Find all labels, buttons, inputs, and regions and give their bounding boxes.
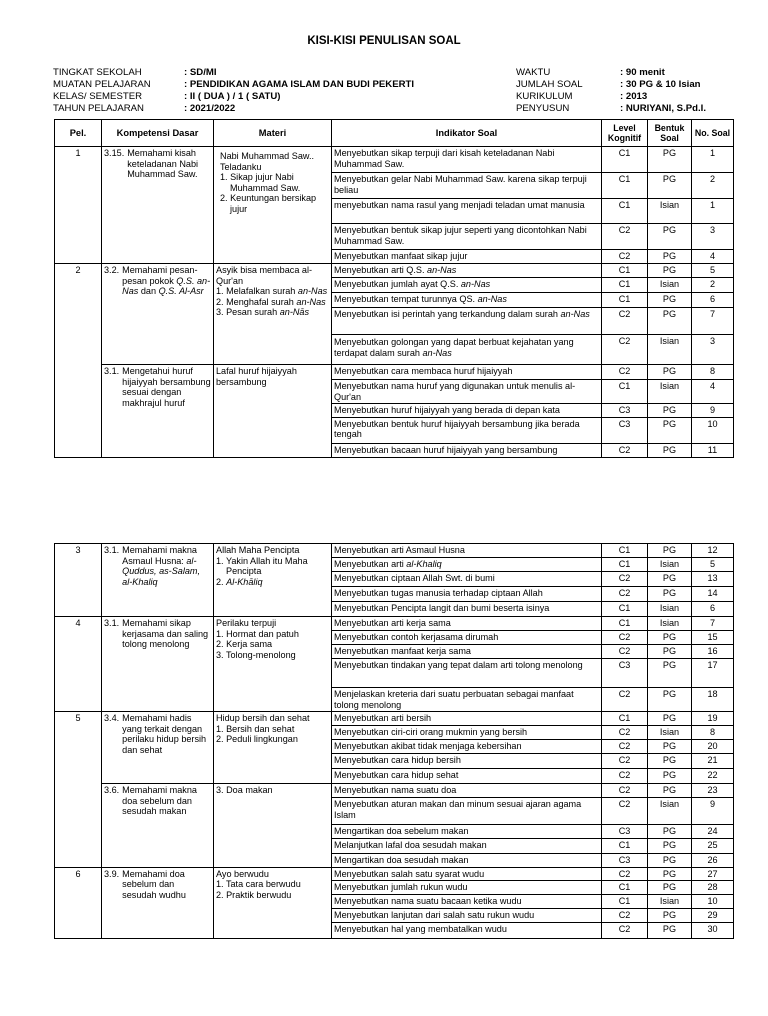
- bentuk-cell: PG: [648, 784, 692, 798]
- level-cell: C2: [602, 740, 648, 754]
- kd-number: 3.1.: [104, 545, 120, 555]
- kd-number: 3.2.: [104, 265, 120, 275]
- bentuk-cell: PG: [648, 839, 692, 854]
- level-cell: C1: [602, 839, 648, 854]
- level-cell: C2: [602, 572, 648, 587]
- bentuk-cell: PG: [648, 173, 692, 199]
- indikator-italic: an-Nas: [460, 279, 491, 289]
- bentuk-cell: PG: [648, 308, 692, 335]
- indikator-cell: Menyebutkan manfaat sikap jujur: [332, 250, 602, 264]
- table-row: [55, 617, 734, 631]
- kd-text: Memahami makna Asmaul Husna:: [122, 545, 197, 566]
- header-pel: Pel.: [55, 120, 102, 147]
- materi-heading: Hidup bersih dan sehat: [216, 713, 310, 723]
- no-cell: 5: [692, 264, 734, 278]
- no-cell: 27: [692, 867, 734, 881]
- bentuk-cell: PG: [648, 572, 692, 587]
- no-cell: 12: [692, 544, 734, 558]
- kd-number: 3.9.: [104, 868, 120, 879]
- bentuk-cell: PG: [648, 712, 692, 726]
- bentuk-cell: Isian: [648, 798, 692, 825]
- no-cell: 25: [692, 839, 734, 854]
- bentuk-cell: Isian: [648, 602, 692, 617]
- no-cell: 30: [692, 923, 734, 939]
- level-cell: C1: [602, 881, 648, 895]
- no-cell: 19: [692, 712, 734, 726]
- no-cell: 21: [692, 754, 734, 769]
- table-header-row: [55, 120, 734, 147]
- indikator-text: Menyebutkan tugas manusia terhadap ciptaan Allah: [334, 588, 543, 598]
- indikator-cell: Menyebutkan manfaat kerja sama: [332, 645, 602, 659]
- indikator-cell: [332, 264, 602, 278]
- level-cell: C2: [602, 909, 648, 923]
- level-cell: C1: [602, 147, 648, 173]
- materi-heading: Lafal huruf hijaiyyah bersambung: [216, 366, 297, 387]
- no-cell: 28: [692, 881, 734, 895]
- no-cell: 9: [692, 798, 734, 825]
- materi-item: 2. Kerja sama: [216, 639, 273, 649]
- indikator-cell: [332, 335, 602, 365]
- no-cell: 14: [692, 587, 734, 602]
- no-cell: 16: [692, 645, 734, 659]
- meta-right: [516, 67, 736, 115]
- bentuk-cell: PG: [648, 867, 692, 881]
- bentuk-cell: PG: [648, 909, 692, 923]
- meta-row: [53, 103, 493, 115]
- no-cell: 18: [692, 688, 734, 712]
- indikator-cell: [332, 278, 602, 293]
- materi-cell: [214, 784, 332, 868]
- materi-item-italic: an-Nas: [296, 296, 326, 307]
- no-cell: 8: [692, 726, 734, 740]
- no-cell: 13: [692, 572, 734, 587]
- meta-label: TINGKAT SEKOLAH: [53, 67, 142, 78]
- materi-heading: Allah Maha Pencipta: [216, 545, 300, 555]
- kd-cell: [102, 712, 214, 784]
- level-cell: C2: [602, 335, 648, 365]
- meta-row: [53, 91, 493, 103]
- no-cell: 4: [692, 380, 734, 404]
- kisi-kisi-table-1: [54, 119, 734, 458]
- no-cell: 1: [692, 147, 734, 173]
- bentuk-cell: Isian: [648, 617, 692, 631]
- bentuk-cell: Isian: [648, 335, 692, 365]
- indikator-text: Menyebutkan Pencipta langit dan bumi beserta isinya: [334, 603, 550, 613]
- document-title: KISI-KISI PENULISAN SOAL: [307, 35, 461, 47]
- no-cell: 29: [692, 909, 734, 923]
- indikator-cell: Menyebutkan jumlah rukun wudu: [332, 881, 602, 895]
- no-cell: 7: [692, 308, 734, 335]
- no-cell: 10: [692, 417, 734, 443]
- materi-item-italic: Al-Khāliq: [226, 576, 263, 587]
- meta-label: JUMLAH SOAL: [516, 79, 583, 90]
- level-cell: C3: [602, 854, 648, 868]
- materi-cell: [214, 712, 332, 784]
- level-cell: C1: [602, 617, 648, 631]
- indikator-cell: [332, 293, 602, 308]
- meta-value: : NURIYANI, S.Pd.I.: [620, 103, 707, 114]
- meta-value: : 2013: [620, 91, 648, 102]
- meta-row: [53, 67, 493, 79]
- bentuk-cell: PG: [648, 293, 692, 308]
- no-cell: 3: [692, 224, 734, 250]
- indikator-cell: Mengartikan doa sesudah makan: [332, 854, 602, 868]
- materi-item: 2. Peduli lingkungan: [216, 734, 298, 744]
- pel-cell: 4: [55, 617, 102, 712]
- bentuk-cell: PG: [648, 631, 692, 645]
- indikator-cell: Menyebutkan aturan makan dan minum sesuai ajaran agama Islam: [332, 798, 602, 825]
- indikator-cell: Menyebutkan sikap terpuji dari kisah keteladanan Nabi Muhammad Saw.: [332, 147, 602, 173]
- meta-row: [516, 103, 736, 115]
- bentuk-cell: PG: [648, 443, 692, 457]
- bentuk-cell: Isian: [648, 199, 692, 224]
- materi-heading: Perilaku terpuji: [216, 618, 277, 628]
- level-cell: C1: [602, 173, 648, 199]
- indikator-cell: Menyebutkan bacaan huruf hijaiyyah yang bersambung: [332, 443, 602, 457]
- header-bentuk: Bentuk Soal: [648, 120, 692, 147]
- indikator-cell: Menyebutkan tindakan yang tepat dalam arti tolong menolong: [332, 659, 602, 688]
- meta-value: : PENDIDIKAN AGAMA ISLAM DAN BUDI PEKERTI: [184, 79, 415, 90]
- indikator-cell: Menyebutkan bentuk sikap jujur seperti yang dicontohkan Nabi Muhammad Saw.: [332, 224, 602, 250]
- no-cell: 3: [692, 335, 734, 365]
- table-row: [55, 264, 734, 278]
- materi-heading: Asyik bisa membaca al-Qur'an: [216, 265, 313, 286]
- meta-value: : 30 PG & 10 Isian: [620, 79, 701, 90]
- kd-cell: [102, 365, 214, 458]
- bentuk-cell: PG: [648, 417, 692, 443]
- indikator-cell: Menyebutkan nama suatu bacaan ketika wudu: [332, 895, 602, 909]
- indikator-cell: [332, 587, 602, 602]
- indikator-cell: [332, 602, 602, 617]
- bentuk-cell: PG: [648, 688, 692, 712]
- meta-label: MUATAN PELAJARAN: [53, 79, 151, 90]
- header-level: Level Kognitif: [602, 120, 648, 147]
- pel-cell: 1: [55, 147, 102, 264]
- level-cell: C2: [602, 769, 648, 784]
- materi-item: 1. Yakin Allah itu Maha Pencipta: [216, 555, 308, 576]
- materi-item: 2. Menghafal surah: [216, 296, 297, 307]
- indikator-cell: Menyebutkan cara hidup bersih: [332, 754, 602, 769]
- indikator-cell: [332, 572, 602, 587]
- meta-label: PENYUSUN: [516, 103, 570, 114]
- level-cell: C2: [602, 250, 648, 264]
- materi-cell: [214, 544, 332, 617]
- no-cell: 4: [692, 250, 734, 264]
- bentuk-cell: PG: [648, 250, 692, 264]
- pel-cell: 6: [55, 867, 102, 939]
- indikator-cell: Menyebutkan contoh kerjasama dirumah: [332, 631, 602, 645]
- table-row: [55, 365, 734, 380]
- materi-item: 2. Praktik berwudu: [216, 889, 292, 900]
- indikator-text: Menyebutkan arti Q.S.: [334, 265, 428, 275]
- level-cell: C3: [602, 659, 648, 688]
- indikator-cell: Menyebutkan ciri-ciri orang mukmin yang bersih: [332, 726, 602, 740]
- level-cell: C2: [602, 587, 648, 602]
- level-cell: C2: [602, 631, 648, 645]
- indikator-text: Menyebutkan tempat turunnya QS.: [334, 294, 478, 304]
- indikator-text: Menyebutkan arti: [334, 559, 407, 569]
- no-cell: 5: [692, 558, 734, 572]
- indikator-cell: Menyebutkan lanjutan dari salah satu rukun wudu: [332, 909, 602, 923]
- level-cell: C1: [602, 558, 648, 572]
- level-cell: C1: [602, 380, 648, 404]
- level-cell: C2: [602, 645, 648, 659]
- no-cell: 7: [692, 617, 734, 631]
- meta-label: KURIKULUM: [516, 91, 573, 102]
- level-cell: C2: [602, 726, 648, 740]
- kd-cell: [102, 784, 214, 868]
- kd-text: Memahami doa sebelum dan sesudah wudhu: [122, 868, 186, 900]
- indikator-cell: Menjelaskan kreteria dari suatu perbuatan sebagai manfaat tolong menolong: [332, 688, 602, 712]
- meta-value: : SD/MI: [184, 67, 217, 78]
- level-cell: C2: [602, 224, 648, 250]
- level-cell: C1: [602, 199, 648, 224]
- no-cell: 11: [692, 443, 734, 457]
- kd-text-italic: Q.S. an-Nas: [122, 275, 211, 296]
- materi-cell: [214, 365, 332, 458]
- kd-number: 3.15.: [104, 148, 125, 158]
- header-materi: Materi: [214, 120, 332, 147]
- bentuk-cell: PG: [648, 881, 692, 895]
- indikator-italic: an-Nas: [477, 294, 507, 304]
- no-cell: 10: [692, 895, 734, 909]
- indikator-cell: Menyebutkan nama huruf yang digunakan untuk menulis al-Qur'an: [332, 380, 602, 404]
- table-row: [55, 544, 734, 558]
- level-cell: C2: [602, 443, 648, 457]
- no-cell: 22: [692, 769, 734, 784]
- no-cell: 6: [692, 602, 734, 617]
- meta-row: [53, 79, 493, 91]
- no-cell: 1: [692, 199, 734, 224]
- level-cell: C2: [602, 308, 648, 335]
- meta-label: TAHUN PELAJARAN: [53, 103, 144, 114]
- kd-cell: [102, 264, 214, 365]
- kd-cell: [102, 147, 214, 264]
- indikator-text: Menyebutkan golongan yang dapat berbuat kejahatan yang terdapat dalam surah: [334, 337, 574, 358]
- level-cell: C2: [602, 365, 648, 380]
- indikator-cell: Menyebutkan gelar Nabi Muhammad Saw. karena sikap terpuji beliau: [332, 173, 602, 199]
- level-cell: C1: [602, 293, 648, 308]
- no-cell: 20: [692, 740, 734, 754]
- table-row: [55, 784, 734, 798]
- materi-item: 1. Tata cara berwudu: [216, 879, 301, 889]
- kd-cell: [102, 617, 214, 712]
- materi-item-italic: an-Nās: [279, 307, 310, 317]
- level-cell: C3: [602, 404, 648, 418]
- pel-cell: 3: [55, 544, 102, 617]
- bentuk-cell: PG: [648, 264, 692, 278]
- indikator-cell: Mengartikan doa sebelum makan: [332, 825, 602, 839]
- kd-number: 3.1.: [104, 618, 120, 628]
- level-cell: C1: [602, 278, 648, 293]
- materi-item-italic: an-Nas: [297, 286, 328, 296]
- no-cell: 2: [692, 173, 734, 199]
- pel-cell: 2: [55, 264, 102, 458]
- indikator-cell: Menyebutkan bentuk huruf hijaiyyah bersambung jika berada tengah: [332, 417, 602, 443]
- no-cell: 26: [692, 854, 734, 868]
- bentuk-cell: PG: [648, 587, 692, 602]
- bentuk-cell: PG: [648, 365, 692, 380]
- bentuk-cell: PG: [648, 224, 692, 250]
- bentuk-cell: PG: [648, 147, 692, 173]
- level-cell: C2: [602, 798, 648, 825]
- kd-number: 3.1.: [104, 366, 120, 376]
- level-cell: C1: [602, 602, 648, 617]
- kd-text: Memahami hadis yang terkait dengan perilaku hidup bersih dan sehat: [122, 713, 207, 755]
- indikator-text: Menyebutkan isi perintah yang terkandung dalam surah: [334, 309, 561, 319]
- kd-text-italic: al-Quddus, as-Salam, al-Khaliq: [122, 555, 201, 587]
- header-kompetensi-dasar: Kompetensi Dasar: [102, 120, 214, 147]
- kd-number: 3.6.: [104, 785, 120, 795]
- no-cell: 23: [692, 784, 734, 798]
- level-cell: C1: [602, 264, 648, 278]
- level-cell: C2: [602, 784, 648, 798]
- indikator-cell: Menyebutkan huruf hijaiyyah yang berada di depan kata: [332, 404, 602, 418]
- no-cell: 15: [692, 631, 734, 645]
- level-cell: C1: [602, 712, 648, 726]
- bentuk-cell: PG: [648, 754, 692, 769]
- bentuk-cell: PG: [648, 645, 692, 659]
- indikator-cell: Menyebutkan akibat tidak menjaga kebersihan: [332, 740, 602, 754]
- no-cell: 17: [692, 659, 734, 688]
- meta-row: [516, 91, 736, 103]
- indikator-italic: an-Nas: [560, 309, 590, 319]
- level-cell: C3: [602, 417, 648, 443]
- materi-cell: [214, 147, 332, 264]
- table-row: [55, 712, 734, 726]
- kd-cell: [102, 544, 214, 617]
- level-cell: C2: [602, 923, 648, 939]
- meta-row: [516, 67, 736, 79]
- indikator-cell: Menyebutkan salah satu syarat wudu: [332, 867, 602, 881]
- kd-cell: [102, 867, 214, 939]
- bentuk-cell: PG: [648, 404, 692, 418]
- meta-value: : 90 menit: [620, 67, 665, 78]
- level-cell: C1: [602, 895, 648, 909]
- bentuk-cell: PG: [648, 659, 692, 688]
- bentuk-cell: PG: [648, 544, 692, 558]
- materi-item: 1. Hormat dan patuh: [216, 628, 299, 639]
- bentuk-cell: Isian: [648, 558, 692, 572]
- meta-left: [53, 67, 493, 115]
- materi-item: 1. Bersih dan sehat: [216, 723, 295, 734]
- bentuk-cell: Isian: [648, 278, 692, 293]
- materi-heading: 3. Doa makan: [216, 785, 273, 795]
- bentuk-cell: Isian: [648, 380, 692, 404]
- indikator-cell: Menyebutkan arti bersih: [332, 712, 602, 726]
- header-indikator: Indikator Soal: [332, 120, 602, 147]
- materi-heading: Nabi Muhammad Saw.. Teladanku: [220, 151, 315, 172]
- meta-label: WAKTU: [516, 67, 551, 78]
- bentuk-cell: Isian: [648, 895, 692, 909]
- indikator-italic: an-Nas: [427, 265, 457, 275]
- indikator-cell: menyebutkan nama rasul yang menjadi teladan umat manusia: [332, 199, 602, 224]
- materi-cell: [214, 264, 332, 365]
- indikator-cell: Menyebutkan hal yang membatalkan wudu: [332, 923, 602, 939]
- indikator-cell: Menyebutkan nama suatu doa: [332, 784, 602, 798]
- meta-label: KELAS/ SEMESTER: [53, 91, 143, 102]
- bentuk-cell: PG: [648, 769, 692, 784]
- materi-item: 3. Tolong-menolong: [216, 649, 296, 660]
- level-cell: C2: [602, 688, 648, 712]
- bentuk-cell: PG: [648, 923, 692, 939]
- materi-item: 1. Melafalkan surah: [216, 286, 298, 296]
- level-cell: C3: [602, 825, 648, 839]
- table-row: [55, 867, 734, 881]
- meta-row: [516, 79, 736, 91]
- materi-cell: [214, 867, 332, 939]
- kisi-kisi-table-2: [54, 543, 734, 939]
- materi-heading: Ayo berwudu: [216, 868, 269, 879]
- bentuk-cell: Isian: [648, 726, 692, 740]
- kd-text-italic: Q.S. Al-Asr: [158, 286, 204, 296]
- table-row: [55, 147, 734, 173]
- kd-text: Memahami sikap kerjasama dan saling tolong menolong: [122, 618, 209, 649]
- indikator-cell: Menyebutkan cara membaca huruf hijaiyyah: [332, 365, 602, 380]
- indikator-cell: [332, 308, 602, 335]
- no-cell: 6: [692, 293, 734, 308]
- indikator-cell: [332, 558, 602, 572]
- bentuk-cell: PG: [648, 740, 692, 754]
- materi-item: 2. Keuntungan bersikap jujur: [220, 193, 317, 214]
- indikator-italic: al-Khaliq: [406, 559, 442, 569]
- level-cell: C2: [602, 867, 648, 881]
- indikator-cell: Menyebutkan arti kerja sama: [332, 617, 602, 631]
- no-cell: 8: [692, 365, 734, 380]
- no-cell: 2: [692, 278, 734, 293]
- kd-text: Memahami pesan-pesan pokok: [122, 265, 198, 286]
- meta-value: : 2021/2022: [184, 103, 236, 114]
- bentuk-cell: PG: [648, 854, 692, 868]
- materi-item: 3. Pesan surah: [216, 307, 280, 317]
- header-no: No. Soal: [692, 120, 734, 147]
- indikator-cell: [332, 544, 602, 558]
- materi-item: 2.: [216, 576, 227, 587]
- materi-item: 1. Sikap jujur Nabi Muhammad Saw.: [220, 172, 301, 193]
- indikator-text: Menyebutkan jumlah ayat Q.S.: [334, 279, 461, 289]
- indikator-text: Menyebutkan ciptaan Allah Swt. di bumi: [334, 573, 495, 583]
- indikator-cell: Melanjutkan lafal doa sesudah makan: [332, 839, 602, 854]
- level-cell: C2: [602, 754, 648, 769]
- indikator-text: Menyebutkan arti Asmaul Husna: [334, 545, 465, 555]
- kd-number: 3.4.: [104, 713, 120, 723]
- materi-cell: [214, 617, 332, 712]
- kd-text: dan: [138, 286, 159, 296]
- kd-text: Memahami kisah keteladanan Nabi Muhammad Saw.: [127, 148, 199, 179]
- indikator-italic: an-Nas: [422, 347, 452, 358]
- indikator-cell: Menyebutkan cara hidup sehat: [332, 769, 602, 784]
- kd-text: Mengetahui huruf hijaiyyah bersambung sesuai dengan makhrajul huruf: [122, 366, 211, 408]
- meta-value: : II ( DUA ) / 1 ( SATU): [184, 91, 281, 102]
- bentuk-cell: PG: [648, 825, 692, 839]
- no-cell: 9: [692, 404, 734, 418]
- no-cell: 24: [692, 825, 734, 839]
- pel-cell: 5: [55, 712, 102, 868]
- level-cell: C1: [602, 544, 648, 558]
- kd-text: Memahami makna doa sebelum dan sesudah makan: [122, 785, 197, 816]
